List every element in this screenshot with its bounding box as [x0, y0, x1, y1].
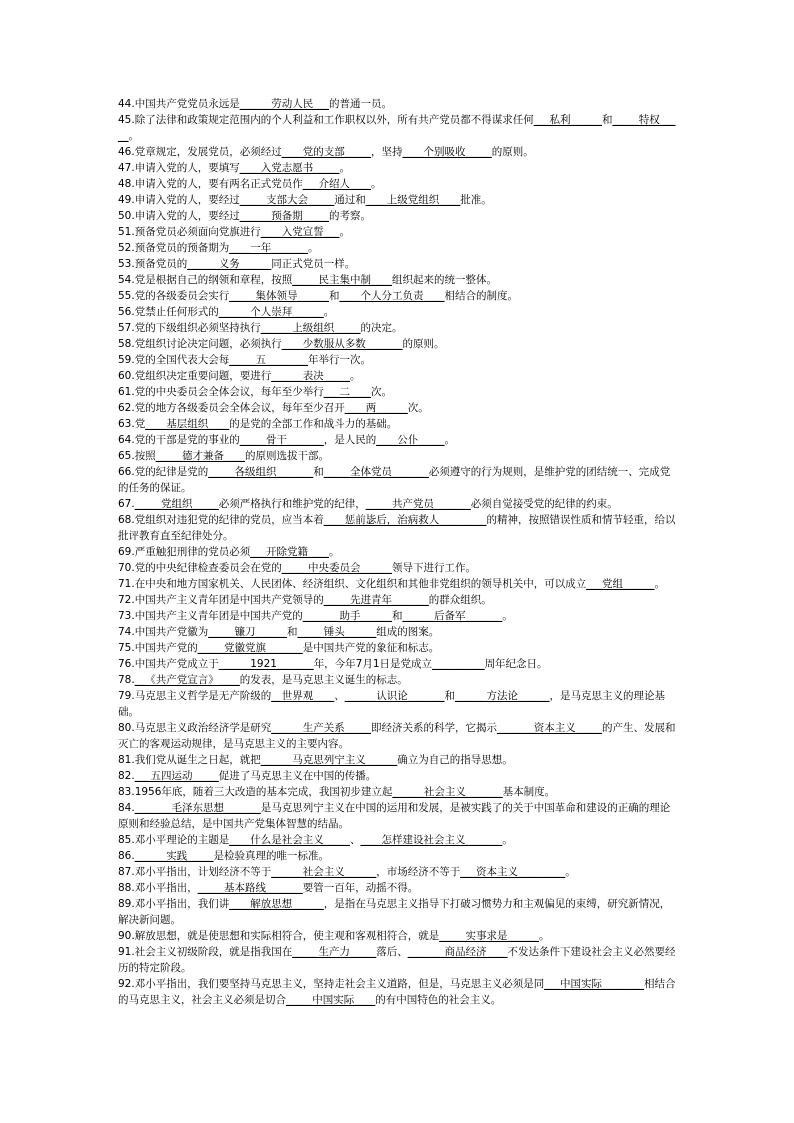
question-text: 。 — [323, 306, 335, 318]
question-text: 50.申请入党的人，要经过 — [118, 210, 240, 222]
question-text: 是马克思列宁主义在中国的运用和发展，是被实践了的关于中国革命和建设的正确的理论原则和经验总结，是中国共产党集体智慧的结晶。 — [118, 802, 671, 830]
answer-blank: _____五________ — [229, 354, 308, 366]
question-item — [118, 96, 678, 112]
question-text: 的原则。 — [402, 338, 445, 350]
question-text: 要管一百年，动摇不得。 — [302, 882, 419, 894]
question-text: 是中国共产党的象征和标志。 — [302, 642, 440, 654]
question-text: 。 — [128, 130, 139, 142]
question-text: 71.在中央和地方国家机关、人民团体、经济组织、文化组织和其他非党组织的领导机关中，可以成立 — [118, 578, 587, 590]
question-item — [118, 448, 678, 464]
question-text: 73.中国共产主义青年团是中国共产党的 — [118, 610, 303, 622]
question-text: 、 — [334, 690, 345, 702]
question-text: 46.党章规定，发展党员，必须经过 — [118, 146, 282, 158]
question-text: 53.预备党员的 — [118, 258, 188, 270]
question-text: 。 — [349, 370, 361, 382]
question-text: 领导下进行工作。 — [391, 562, 476, 574]
question-item — [118, 176, 678, 192]
question-text: 的发表，是马克思主义诞生的标志。 — [239, 674, 408, 686]
question-text: 次。 — [370, 386, 392, 398]
question-text: 组成的图案。 — [376, 626, 440, 638]
answer-blank: _____支部大会_____ — [239, 194, 335, 206]
question-text: 。 — [538, 930, 550, 942]
question-text: 48.申请入党的人，要有两名正式党员作 — [118, 178, 303, 190]
answer-blank: ______上级组织_____ — [260, 322, 361, 334]
answer-blank: ___二____ — [323, 386, 371, 398]
answer-blank: _____实事求是______ — [439, 930, 539, 942]
question-text: 78. — [118, 674, 135, 686]
question-text: 促进了马克思主义在中国的传播。 — [218, 770, 377, 782]
question-text: 。 — [444, 434, 455, 446]
answer-blank: ____个人分工负责____ — [339, 290, 445, 302]
question-item — [118, 288, 678, 304]
answer-blank: ______社会主义______ — [271, 866, 377, 878]
question-text: 年，今年7月1日是党成立 — [313, 658, 433, 670]
answer-blank: ____少数服从多数_______ — [281, 338, 403, 350]
answer-blank: ___介绍人____ — [302, 178, 371, 190]
question-item — [118, 976, 678, 1008]
question-text: 70.党的中央纪律检查委员会在党的 — [118, 562, 282, 574]
question-text: 落后、 — [376, 946, 408, 958]
question-text: 69.严重触犯刑律的党员必须 — [118, 546, 251, 558]
question-text: 必须自觉接受党的纪律的约束。 — [470, 498, 618, 510]
question-text: 47.申请入党的人，要填写 — [118, 162, 240, 174]
answer-blank: _____集体领导______ — [229, 290, 329, 302]
question-text: 必须严格执行和维护党的纪律， — [218, 498, 366, 510]
question-text: 的普通一员。 — [328, 98, 392, 110]
question-item — [118, 224, 678, 240]
answer-blank: ______义务______ — [187, 258, 272, 270]
question-text: 84. — [118, 802, 135, 814]
question-text: 91.社会主义初级阶段，就是指我国在 — [118, 946, 293, 958]
answer-blank: _____德才兼备____ — [155, 450, 245, 462]
question-text: 76.中国共产党成立于 — [118, 658, 219, 670]
question-text: 60.党组织决定重要问题，要进行 — [118, 370, 272, 382]
question-text: 和 — [601, 114, 613, 126]
answer-blank: ______社会主义_______ — [392, 786, 503, 798]
question-text: 68.党组织对违犯党的纪律的党员，应当本着 — [118, 514, 324, 526]
answer-blank: ____个别吸收_____ — [402, 146, 492, 158]
question-text: 组织起来的统一整体。 — [391, 274, 497, 286]
answer-blank: ___中国实际________ — [544, 978, 644, 990]
answer-blank: ____什么是社会主义_____ — [229, 834, 350, 846]
answer-blank: ______后备军_______ — [402, 610, 503, 622]
answer-blank: _____中国实际____ — [286, 994, 376, 1006]
question-item — [118, 416, 678, 432]
question-item — [118, 688, 678, 720]
answer-blank: ______表决_____ — [271, 370, 350, 382]
question-text: 。 — [502, 834, 513, 846]
answer-blank: _______助手______ — [302, 610, 392, 622]
answer-blank: ______马克思列宁主义______ — [260, 754, 398, 766]
question-item — [118, 864, 678, 880]
question-text: 82. — [118, 770, 135, 782]
answer-blank: ______生产关系_____ — [271, 722, 371, 734]
question-text: ，坚持 — [370, 146, 403, 158]
question-item — [118, 336, 678, 352]
answer-blank: ____入党志愿书_____ — [239, 162, 340, 174]
answer-blank: ____惩前毖后，治病救人_________ — [323, 514, 487, 526]
question-text: 67. — [118, 498, 135, 510]
question-text: 61.党的中央委员会全体会议，每年至少举行 — [118, 386, 324, 398]
question-text: 59.党的全国代表大会每 — [118, 354, 230, 366]
question-text: ，市场经济不等于 — [376, 866, 461, 878]
question-text: 。 — [307, 242, 319, 254]
question-text: 62.党的地方各级委员会全体会议，每年至少召开 — [118, 402, 345, 414]
question-item — [118, 432, 678, 448]
question-item — [118, 848, 678, 864]
answer-blank: _____党组织_____ — [134, 498, 219, 510]
question-item — [118, 496, 678, 512]
question-text: 和 — [444, 690, 455, 702]
question-item — [118, 608, 678, 624]
question-item — [118, 800, 678, 832]
answer-blank: ____怎样建设社会主义_______ — [360, 834, 503, 846]
question-item — [118, 112, 678, 144]
question-text: 。 — [565, 866, 576, 878]
answer-blank: ___五四运动_____ — [134, 770, 219, 782]
question-text: 90.解放思想，就是使思想和实际相符合，使主观和客观相符合，就是 — [118, 930, 440, 942]
answer-blank: _____共产党员_______ — [365, 498, 471, 510]
question-text: 。 — [502, 610, 513, 622]
question-item — [118, 352, 678, 368]
question-item — [118, 144, 678, 160]
question-text: ，是指在马克思主义指导下打破习惯势力和主观偏见的束缚，研究新情况，解决新问题。 — [118, 898, 671, 926]
question-text: 58.党组织讨论决定问题，必须执行 — [118, 338, 282, 350]
answer-blank: _____民主集中制____ — [292, 274, 392, 286]
answer-blank: ___开除党籍____ — [250, 546, 329, 558]
answer-blank: ____一年_______ — [229, 242, 308, 254]
question-text: 即经济关系的科学，它揭示 — [370, 722, 497, 734]
answer-blank: _____先进青年_______ — [323, 594, 429, 606]
question-text: 和 — [391, 610, 403, 622]
question-text: 的考察。 — [328, 210, 371, 222]
question-text: 66.党的纪律是党的 — [118, 466, 209, 478]
answer-blank: _______资本主义_____ — [496, 722, 602, 734]
answer-blank: _____基本路线_______ — [197, 882, 303, 894]
question-text: 85.邓小平理论的主题是 — [118, 834, 230, 846]
answer-blank: _____生产力_____ — [292, 946, 377, 958]
answer-blank: _____党徽党旗_______ — [197, 642, 303, 654]
question-text: 通过和 — [334, 194, 366, 206]
question-item — [118, 928, 678, 944]
question-text: 和 — [313, 466, 324, 478]
question-text: 80.马克思主义政治经济学是研究 — [118, 722, 272, 734]
answer-blank: _______商品经济____ — [407, 946, 508, 958]
answer-blank: ____入党宣誓___ — [260, 226, 340, 238]
question-text: 、 — [349, 834, 361, 846]
question-text: 的原则。 — [491, 146, 534, 158]
answer-blank: ____党的支部_____ — [281, 146, 371, 158]
question-text: ，是马克思主义的理论基础。 — [118, 690, 665, 718]
question-text: 年举行一次。 — [307, 354, 371, 366]
question-item — [118, 720, 678, 752]
question-text: 81.我们党从诞生之日起，就把 — [118, 754, 261, 766]
answer-blank: ______劳动人民___ — [239, 98, 329, 110]
question-text: 89.邓小平指出，我们讲 — [118, 898, 230, 910]
question-item — [118, 160, 678, 176]
question-text: 的有中国特色的社会主义。 — [375, 994, 502, 1006]
question-text: 不发达条件下建设社会主义必然要经历的特定阶段。 — [118, 946, 676, 974]
question-text: 44.中国共产党党员永远是 — [118, 98, 240, 110]
question-text: 批准。 — [460, 194, 492, 206]
question-item — [118, 880, 678, 896]
question-item — [118, 464, 678, 496]
question-text: 的精神，按照错误性质和情节轻重，给以批评教育直至纪律处分。 — [118, 514, 676, 542]
question-text: 次。 — [407, 402, 429, 414]
question-item — [118, 256, 678, 272]
question-text: 65.按照 — [118, 450, 156, 462]
question-text: 。 — [654, 578, 665, 590]
answer-blank: ___资本主义_________ — [460, 866, 566, 878]
question-item — [118, 656, 678, 672]
question-text: 75.中国共产党的 — [118, 642, 198, 654]
answer-blank: ____解放思想______ — [229, 898, 324, 910]
question-text: 。 — [339, 162, 350, 174]
answer-blank: __________ — [432, 658, 485, 670]
question-text: 和 — [328, 290, 340, 302]
question-text: 确立为自己的指导思想。 — [397, 754, 513, 766]
question-item — [118, 768, 678, 784]
question-text: 基本制度。 — [502, 786, 556, 798]
question-item — [118, 240, 678, 256]
answer-blank: ___私利______ — [533, 114, 602, 126]
answer-blank: _____镰刀______ — [208, 626, 287, 638]
question-text: 55.党的各级委员会实行 — [118, 290, 230, 302]
question-text: 54.党是根据自己的纲领和章程，按照 — [118, 274, 293, 286]
question-text: 必须遵守的行为规则，是维护党的团结统一、完成党的任务的保证。 — [118, 466, 671, 494]
question-item — [118, 368, 678, 384]
answer-blank: ______个人崇拜______ — [218, 306, 324, 318]
answer-blank: ____基层组织____ — [145, 418, 230, 430]
question-text: 同正式党员一样。 — [271, 258, 356, 270]
answer-blank: _____全体党员_______ — [323, 466, 429, 478]
question-text: 74.中国共产党徽为 — [118, 626, 209, 638]
question-item — [118, 576, 678, 592]
question-text: 的产生、发展和灭亡的客观运动规律，是马克思主义的主要内容。 — [118, 722, 676, 750]
question-text: 83.1956年底，随着三大改造的基本完成，我国初步建立起 — [118, 786, 393, 798]
question-text: 49.申请入党的人，要经过 — [118, 194, 240, 206]
question-text: 51.预备党员必须面向党旗进行 — [118, 226, 261, 238]
question-item — [118, 560, 678, 576]
answer-blank: _____中央委员会______ — [281, 562, 392, 574]
question-item — [118, 640, 678, 656]
question-text: 的群众组织。 — [428, 594, 492, 606]
question-text: 72.中国共产主义青年团是中国共产党领导的 — [118, 594, 324, 606]
answer-blank: _______毛泽东思想_______ — [134, 802, 261, 814]
question-item — [118, 192, 678, 208]
question-text: 57.党的下级组织必须坚持执行 — [118, 322, 261, 334]
question-text: 87.邓小平指出，计划经济不等于 — [118, 866, 272, 878]
question-item — [118, 592, 678, 608]
question-item — [118, 752, 678, 768]
answer-blank: ____上级党组织____ — [365, 194, 461, 206]
answer-blank: ____两______ — [344, 402, 408, 414]
question-item — [118, 784, 678, 800]
answer-blank: __世界观____ — [271, 690, 335, 702]
answer-blank: ______方法论______ — [454, 690, 550, 702]
question-text: 52.预备党员的预备期为 — [118, 242, 230, 254]
answer-blank: _____锤头______ — [297, 626, 377, 638]
answer-blank: ______1921_______ — [218, 658, 314, 670]
question-item — [118, 400, 678, 416]
question-item — [118, 896, 678, 928]
question-text: 的是党的全部工作和战斗力的基础。 — [229, 418, 398, 430]
answer-blank: ______预备期_____ — [239, 210, 329, 222]
question-text: 56.党禁止任何形式的 — [118, 306, 219, 318]
answer-blank: ______实践_____ — [134, 850, 214, 862]
answer-blank: ______认识论_______ — [344, 690, 445, 702]
question-text: 45.除了法律和政策规定范围内的个人利益和工作职权以外，所有共产党员都不得谋求任何 — [118, 114, 534, 126]
question-text: 88.邓小平指出， — [118, 882, 198, 894]
question-item — [118, 832, 678, 848]
answer-blank: ___党组______ — [586, 578, 655, 590]
question-item — [118, 304, 678, 320]
question-item — [118, 944, 678, 976]
question-text: 86. — [118, 850, 135, 862]
question-text: 是检验真理的唯一标准。 — [213, 850, 329, 862]
question-item — [118, 512, 678, 544]
question-text: 64.党的干部是党的事业的 — [118, 434, 240, 446]
question-item — [118, 208, 678, 224]
question-text: 。 — [370, 178, 382, 190]
question-item — [118, 672, 678, 688]
answer-blank: _____骨干_______ — [239, 434, 324, 446]
question-text: 79.马克思主义哲学是无产阶级的 — [118, 690, 272, 702]
answer-blank: ____公仆_____ — [376, 434, 445, 446]
document-page — [118, 96, 678, 1008]
question-text: 周年纪念日。 — [484, 658, 548, 670]
question-text: 92.邓小平指出，我们要坚持马克思主义，坚持走社会主义道路，但是，马克思主义必须是同 — [118, 978, 545, 990]
question-text: 。 — [339, 226, 350, 238]
question-text: 的原则选拔干部。 — [244, 450, 329, 462]
question-text: 的决定。 — [360, 322, 403, 334]
question-text: 相结合的马克思主义，社会主义必须是切合 — [118, 978, 676, 1006]
question-text: 。 — [328, 546, 340, 558]
question-text: 相结合的制度。 — [444, 290, 518, 302]
question-text: 和 — [286, 626, 298, 638]
question-item — [118, 272, 678, 288]
question-item — [118, 384, 678, 400]
answer-blank: _____特权_____ — [118, 114, 676, 142]
answer-blank: __《共产党宣言》____ — [134, 674, 240, 686]
question-item — [118, 544, 678, 560]
question-text: 63.党 — [118, 418, 146, 430]
question-item — [118, 320, 678, 336]
question-item — [118, 624, 678, 640]
answer-blank: _____各级组织_______ — [208, 466, 314, 478]
question-text: ，是人民的 — [323, 434, 377, 446]
